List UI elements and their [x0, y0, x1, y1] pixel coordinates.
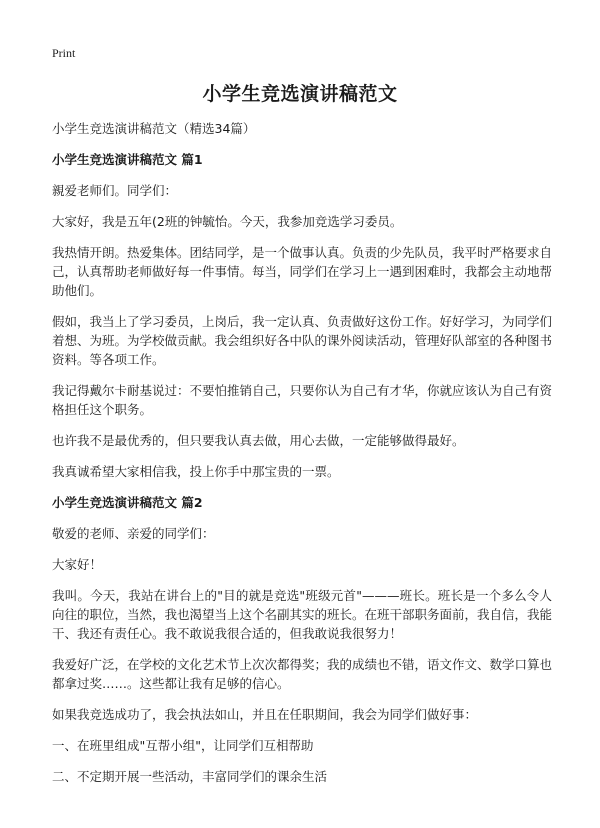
paragraph: 敬爱的老师、亲爱的同学们： [52, 526, 215, 541]
intro-line: 小学生竞选演讲稿范文（精选34篇） [52, 121, 256, 136]
paragraph: 我爱好广泛，在学校的文化艺术节上次次都得奖；我的成绩也不错，语文作文、数学口算也都拿过奖……。这些都让我有足够的信心。 [52, 657, 553, 691]
paragraph: 也许我不是最优秀的，但只要我认真去做，用心去做，一定能够做得最好。 [52, 433, 465, 448]
paragraph: 我热情开朗。热爱集体。团结同学，是一个做事认真。负责的少先队员，我平时严格要求自己，认真帮助老师做好每一件事情。每当，同学们在学习上一遇到困难时，我都会主动地帮助他们。 [52, 245, 553, 298]
paragraph: 二、不定期开展一些活动，丰富同学们的课余生活 [52, 769, 328, 784]
print-link[interactable]: Print [52, 46, 76, 60]
paragraph: 親爱老师们。同学们： [52, 183, 178, 198]
paragraph: 我记得戴尔卡耐基说过：不要怕推销自己，只要你认为自己有才华，你就应该认为自己有资格担任这个职务。 [52, 383, 553, 417]
paragraph: 大家好，我是五年(2班的钟毓怡。今天，我参加竞选学习委员。 [52, 214, 403, 229]
paragraph: 大家好！ [52, 557, 103, 572]
paragraph: 一、在班里组成"互帮小组"，让同学们互相帮助 [52, 738, 314, 753]
page-title: 小学生竞选演讲稿范文 [202, 83, 398, 105]
paragraph: 我叫。今天，我站在讲台上的"目的就是竞选"班级元首"———班长。班长是一个多么令人向往的职位，当然，我也渴望当上这个名副其实的班长。在班干部职务面前，我自信，我能干、我还有责任心。我不敢说我很合适的，但我敢说我很努力！ [52, 588, 553, 641]
document-body [52, 119, 552, 786]
paragraph: 如果我竞选成功了，我会执法如山，并且在任职期间，我会为同学们做好事： [52, 707, 478, 722]
section-heading-1: 小学生竞选演讲稿范文 篇1 [52, 152, 203, 167]
paragraph: 我真诚希望大家相信我，投上你手中那宝贵的一票。 [52, 464, 340, 479]
paragraph: 假如，我当上了学习委员，上岗后，我一定认真、负责做好这份工作。好好学习，为同学们着想、为班。为学校做贡献。我会组织好各中队的课外阅读活动，管理好队部室的各种图书资料。等各项工作。 [52, 314, 553, 367]
section-heading-2: 小学生竞选演讲稿范文 篇2 [52, 495, 203, 510]
